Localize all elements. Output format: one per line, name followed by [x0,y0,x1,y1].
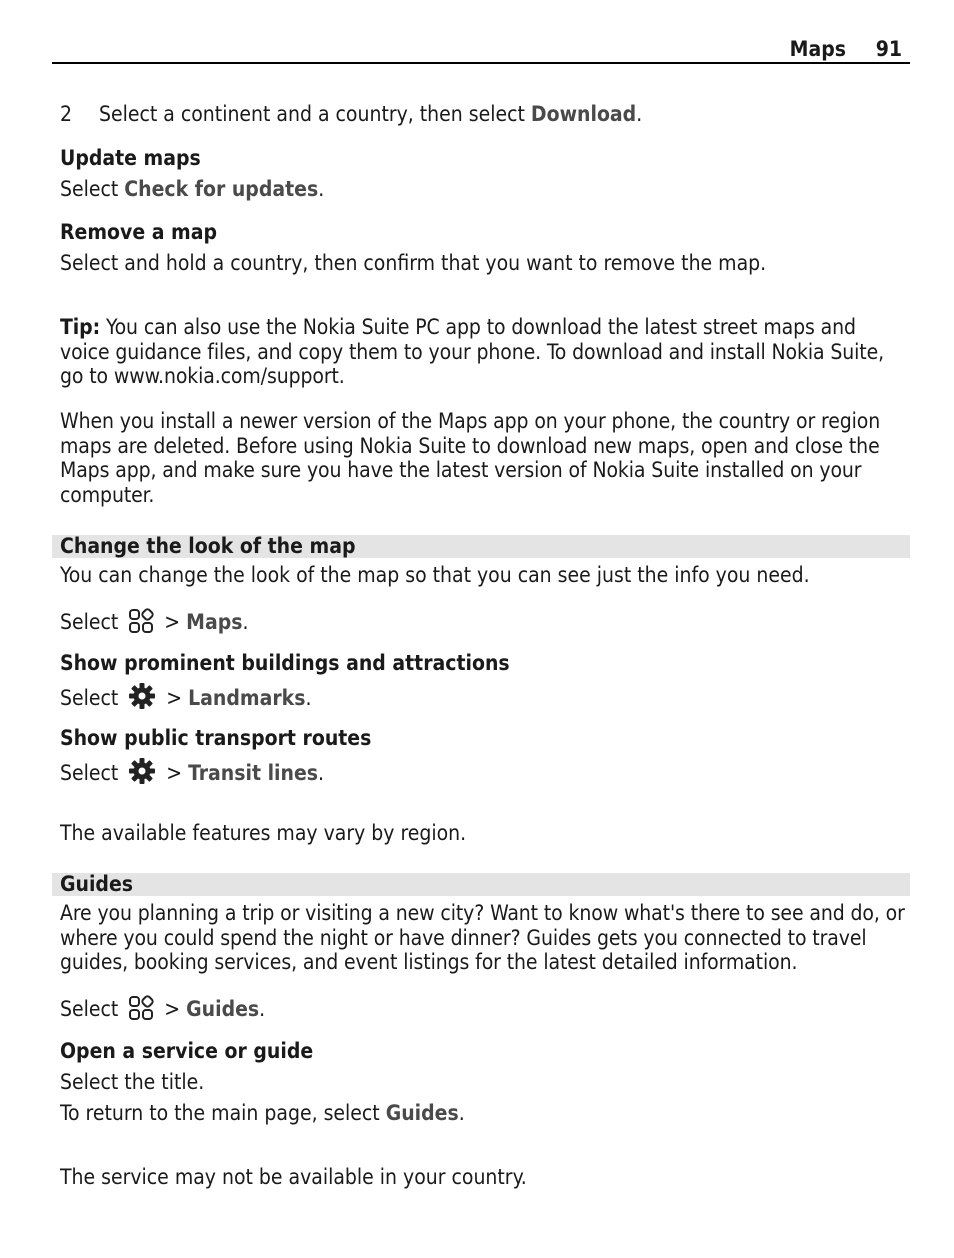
return-end: . [458,1101,465,1125]
select-word: Select [60,997,125,1021]
remove-map-instruction: Select and hold a country, then confirm that you want to remove the map. [60,251,767,275]
step-2-label: Select a continent and a country, then select [99,102,531,126]
step-2-end: . [636,102,643,126]
running-header-section: Maps [789,37,846,61]
change-look-heading: Change the look of the map [60,534,356,558]
select-separator: > [158,997,187,1021]
buildings-select [60,682,311,716]
features-note: The available features may vary by region. [60,821,467,845]
update-maps-end: . [318,177,325,201]
apps-menu-icon [128,608,154,640]
header-rule [52,62,910,64]
open-service-line2 [60,1101,465,1126]
update-maps-heading: Update maps [60,146,201,170]
buildings-heading: Show prominent buildings and attractions [60,651,510,675]
change-look-intro: You can change the look of the map so that you can see just the info you need. [60,563,810,587]
step-number: 2 [60,102,73,126]
return-text: To return to the main page, select [60,1101,386,1125]
update-maps-pre: Select [60,177,125,201]
page-number: 91 [875,37,902,61]
select-separator: > [160,761,189,785]
select-separator: > [160,686,189,710]
change-look-select [60,608,248,640]
landmarks-option: Landmarks [188,686,306,710]
guides-heading: Guides [60,872,134,896]
tip-text: You can also use the Nokia Suite PC app to download the latest street maps and voice guidance files, and copy them to your phone. To download and install Nokia Suite, go to www.nokia.com/support. [60,315,885,388]
tip-label: Tip: [60,315,101,339]
select-end: . [259,997,266,1021]
select-word: Select [60,686,125,710]
section-band-guides [52,873,910,896]
select-word: Select [60,610,125,634]
step-2-text [99,102,642,127]
open-service-heading: Open a service or guide [60,1039,314,1063]
apps-menu-icon [128,995,154,1027]
remove-map-heading: Remove a map [60,220,218,244]
guides-select [60,995,265,1027]
open-service-line1: Select the title. [60,1070,205,1094]
service-note: The service may not be available in your country. [60,1165,527,1189]
transit-select [60,757,324,791]
maps-option: Maps [186,610,243,634]
tip-paragraph [60,315,905,389]
guides-option: Guides [186,997,260,1021]
select-separator: > [158,610,187,634]
transit-heading: Show public transport routes [60,726,372,750]
download-option: Download [530,102,637,126]
select-end: . [305,686,312,710]
transit-lines-option: Transit lines [188,761,319,785]
settings-gear-icon [128,757,156,791]
select-word: Select [60,761,125,785]
guides-intro: Are you planning a trip or visiting a new city? Want to know what's there to see and do, or where you could spend the night or have dinner? Guides gets you connected to travel guides, booking services, and event listings for the latest detailed information. [60,901,905,974]
select-end: . [242,610,249,634]
newer-version-paragraph: When you install a newer version of the Maps app on your phone, the country or region maps are deleted. Before using Nokia Suite to download new maps, open and close the Maps app, and make sure you have the latest version of Nokia Suite installed on your computer. [60,409,881,507]
settings-gear-icon [128,682,156,716]
check-for-updates-option: Check for updates [124,177,319,201]
guides-option: Guides [385,1101,459,1125]
update-maps-instruction [60,177,324,202]
select-end: . [318,761,325,785]
